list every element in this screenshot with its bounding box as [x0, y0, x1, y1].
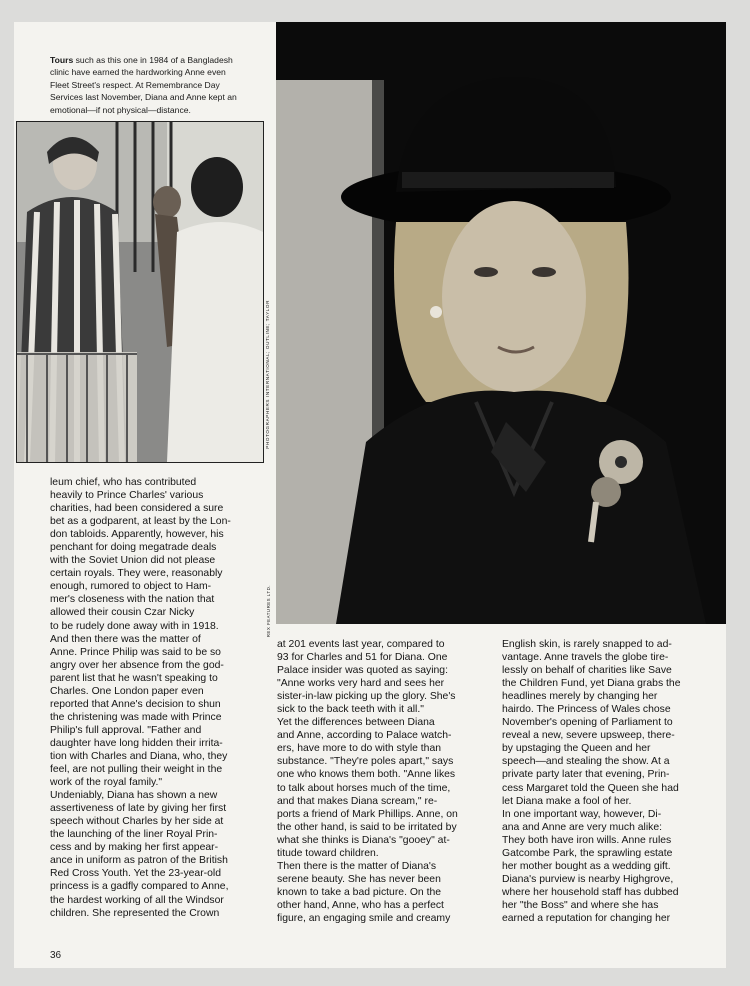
text-line: Philip's full approval. "Father and [50, 724, 202, 736]
text-line: parent list that he wasn't speaking to [50, 672, 218, 684]
text-line: the hardest working of all the Windsor [50, 894, 224, 906]
text-line: other hand, Anne, who has a perfect [277, 899, 444, 911]
text-line: Palace insider was quoted as saying: [277, 665, 448, 677]
text-line: titude toward children. [277, 847, 379, 859]
photo-credit-right: REX FEATURES LTD. [266, 585, 271, 638]
text-line: They both have iron wills. Anne rules [502, 834, 672, 846]
text-line: Undeniably, Diana has shown a new [50, 790, 218, 802]
text-line: substance. "They're poles apart," says [277, 756, 454, 768]
caption-line: Fleet Street's respect. At Remembrance Day [50, 79, 220, 90]
text-line: feel, are not pulling their weight in the [50, 764, 223, 776]
text-line: daughter have long hidden their irrita- [50, 737, 223, 749]
text-line: November's opening of Parliament to [502, 717, 673, 729]
text-line: assertiveness of late by giving her first [50, 803, 227, 815]
text-line: In one important way, however, Di- [502, 808, 662, 820]
caption-line: Services last November, Diana and Anne kept an [50, 92, 237, 103]
text-line: speech—and stealing the show. At a [502, 756, 670, 768]
text-line: Gatcombe Park, the sprawling estate [502, 847, 673, 859]
text-line: reported that Anne's decision to shun [50, 698, 221, 710]
portrait-photo [276, 22, 726, 624]
text-line: Red Cross Youth. Yet the 23-year-old [50, 868, 221, 880]
text-line: sick to the back teeth with it all." [277, 704, 424, 716]
text-line: figure, an engaging smile and creamy [277, 912, 451, 924]
text-line: allowed their cousin Czar Nicky [50, 607, 195, 619]
text-line: her mother bought as a wedding gift. [502, 860, 671, 872]
text-line: vantage. Anne travels the globe tire- [502, 652, 669, 664]
text-line: Charles. One London paper even [50, 685, 204, 697]
text-line: cess Margaret told the Queen she had [502, 782, 679, 794]
photo-credit-left: PHOTOGRAPHERS INTERNATIONAL; OUTLINE; TAYLOR [265, 300, 270, 449]
text-line: leum chief, who has contributed [50, 477, 197, 488]
text-line: princess is a gadfly compared to Anne, [50, 881, 229, 893]
text-line: enough, rumored to object to Ham- [50, 581, 212, 593]
caption-line: emotional—if not physical—distance. [50, 104, 191, 115]
text-line: where her household staff has dubbed [502, 886, 679, 898]
text-line: reveal a new, severe upsweep, there- [502, 730, 675, 742]
text-line: heavily to Prince Charles' various [50, 490, 204, 502]
text-line: Then there is the matter of Diana's [277, 860, 437, 872]
text-line: Yet the differences between Diana [277, 717, 435, 729]
text-line: Diana's purview is nearby Highgrove, [502, 873, 674, 885]
text-line: hairdo. The Princess of Wales chose [502, 704, 671, 716]
text-line: and Anne, according to Palace watch- [277, 730, 452, 742]
text-line: ers, have more to do with style than [277, 743, 442, 755]
text-line: serene beauty. She has never been [277, 873, 441, 885]
text-line: earned a reputation for changing her [502, 912, 671, 924]
text-line: Anne. Prince Philip was said to be so [50, 646, 221, 658]
text-line: the Children Fund, yet Diana grabs the [502, 678, 681, 690]
text-line: to talk about horses much of the time, [277, 782, 451, 794]
text-line: sister-in-law picking up the glory. She's [277, 691, 456, 703]
text-line: the launching of the liner Royal Prin- [50, 829, 218, 841]
text-line: by upstaging the Queen and her [502, 743, 651, 755]
text-line: her "the Boss" and where she has [502, 899, 659, 911]
text-line: children. She represented the Crown [50, 907, 220, 919]
text-line: ana and Anne are very much alike: [502, 821, 662, 833]
text-line: known to take a bad picture. On the [277, 886, 442, 898]
text-line: penchant for doing megatrade deals [50, 542, 217, 554]
text-line: the christening was made with Prince [50, 711, 222, 723]
text-line: one who knows them both. "Anne likes [277, 769, 456, 781]
article-column-1 [50, 476, 270, 920]
text-line: speech without Charles by her side at [50, 816, 224, 828]
text-line: ports a friend of Mark Phillips. Anne, on [277, 808, 458, 820]
text-line: lessly on behalf of charities like Save [502, 665, 672, 677]
text-line: certain royals. They were, reasonably [50, 568, 223, 580]
caption-line: clinic have earned the hardworking Anne even [50, 67, 226, 78]
article-column-3 [502, 638, 712, 925]
text-line: at 201 events last year, compared to [277, 639, 445, 650]
text-line: angry over her absence from the god- [50, 659, 224, 671]
text-line: with the Soviet Union did not please [50, 555, 216, 567]
text-line: don tabloids. Apparently, however, his [50, 529, 224, 541]
page-number: 36 [50, 950, 62, 961]
article-column-2 [277, 638, 487, 925]
text-line: and that makes Diana scream," re- [277, 795, 438, 807]
text-line: cess and by making her first appear- [50, 842, 219, 854]
text-line: 93 for Charles and 51 for Diana. One [277, 652, 448, 664]
text-line: let Diana make a fool of her. [502, 795, 632, 807]
clinic-photo [16, 121, 264, 463]
text-line: charities, had been considered a sure [50, 503, 224, 515]
text-line: tion with Charles and Diana, who, they [50, 750, 228, 762]
text-line: work of the royal family." [50, 777, 163, 789]
text-line: ance in uniform as patron of the British [50, 855, 228, 867]
text-line: English skin, is rarely snapped to ad- [502, 639, 672, 650]
photo-caption [50, 54, 272, 116]
text-line: mer's closeness with the nation that [50, 594, 215, 606]
caption-lead: Tours [50, 55, 74, 65]
caption-line: such as this one in 1984 of a Bangladesh [75, 55, 233, 65]
text-line: what she thinks is Diana's "gooey" at- [277, 834, 450, 846]
text-line: bet as a godparent, at least by the Lon- [50, 516, 231, 528]
text-line: "Anne works very hard and sees her [277, 678, 445, 690]
text-line: to be rudely done away with in 1918. [50, 620, 219, 632]
text-line: the other hand, is said to be irritated by [277, 821, 457, 833]
text-line: headlines merely by changing her [502, 691, 658, 703]
text-line: private party later that evening, Prin- [502, 769, 670, 781]
text-line: And then there was the matter of [50, 633, 201, 645]
